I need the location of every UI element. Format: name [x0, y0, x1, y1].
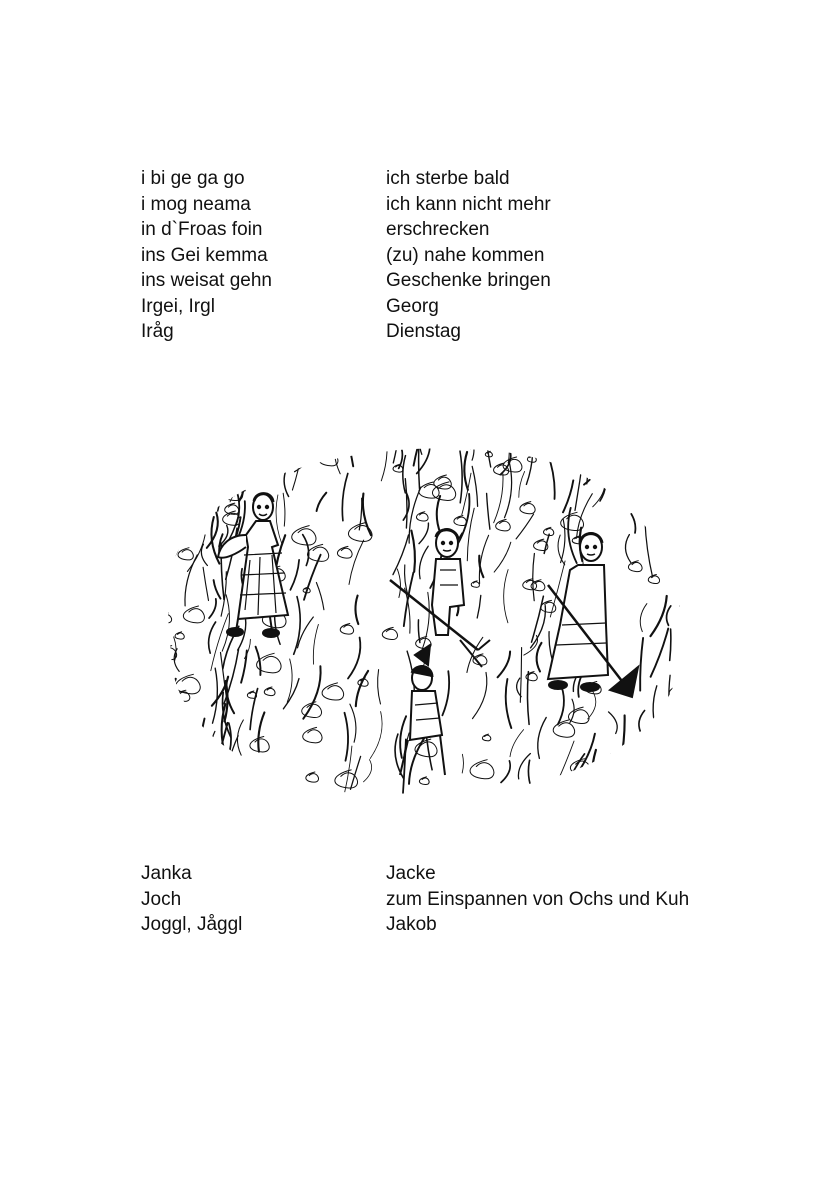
dialect-term: ins weisat gehn — [141, 270, 272, 291]
dialect-term: in d`Froas foin — [141, 219, 263, 240]
figure-child-bottom — [400, 666, 445, 775]
term-meaning: Jakob — [386, 914, 437, 935]
term-meaning: (zu) nahe kommen — [386, 244, 545, 266]
term-meaning: Dienstag — [386, 321, 461, 342]
term-meaning: ich sterbe bald — [386, 168, 510, 189]
term-meaning: Geschenke bringen — [386, 270, 551, 291]
dialect-term: Irgei, Irgl — [141, 295, 215, 317]
term-meaning: zum Einspannen von Ochs und Kuh — [386, 888, 690, 910]
figure-man-center — [390, 529, 490, 667]
dialect-term: i bi ge ga go — [141, 168, 245, 189]
dialect-term: Joch — [141, 888, 182, 910]
dialect-term: i mog neama — [141, 193, 251, 215]
term-meaning: Georg — [386, 295, 439, 317]
term-meaning: Jacke — [386, 863, 436, 884]
dialect-term: ins Gei kemma — [141, 244, 268, 266]
dialect-term: Iråg — [141, 321, 174, 342]
dialect-term: Janka — [141, 863, 192, 884]
dialect-term: Joggl, Jåggl — [141, 914, 243, 935]
term-meaning: erschrecken — [386, 219, 490, 240]
haymaking-illustration — [160, 435, 690, 805]
term-meaning: ich kann nicht mehr — [386, 193, 551, 215]
